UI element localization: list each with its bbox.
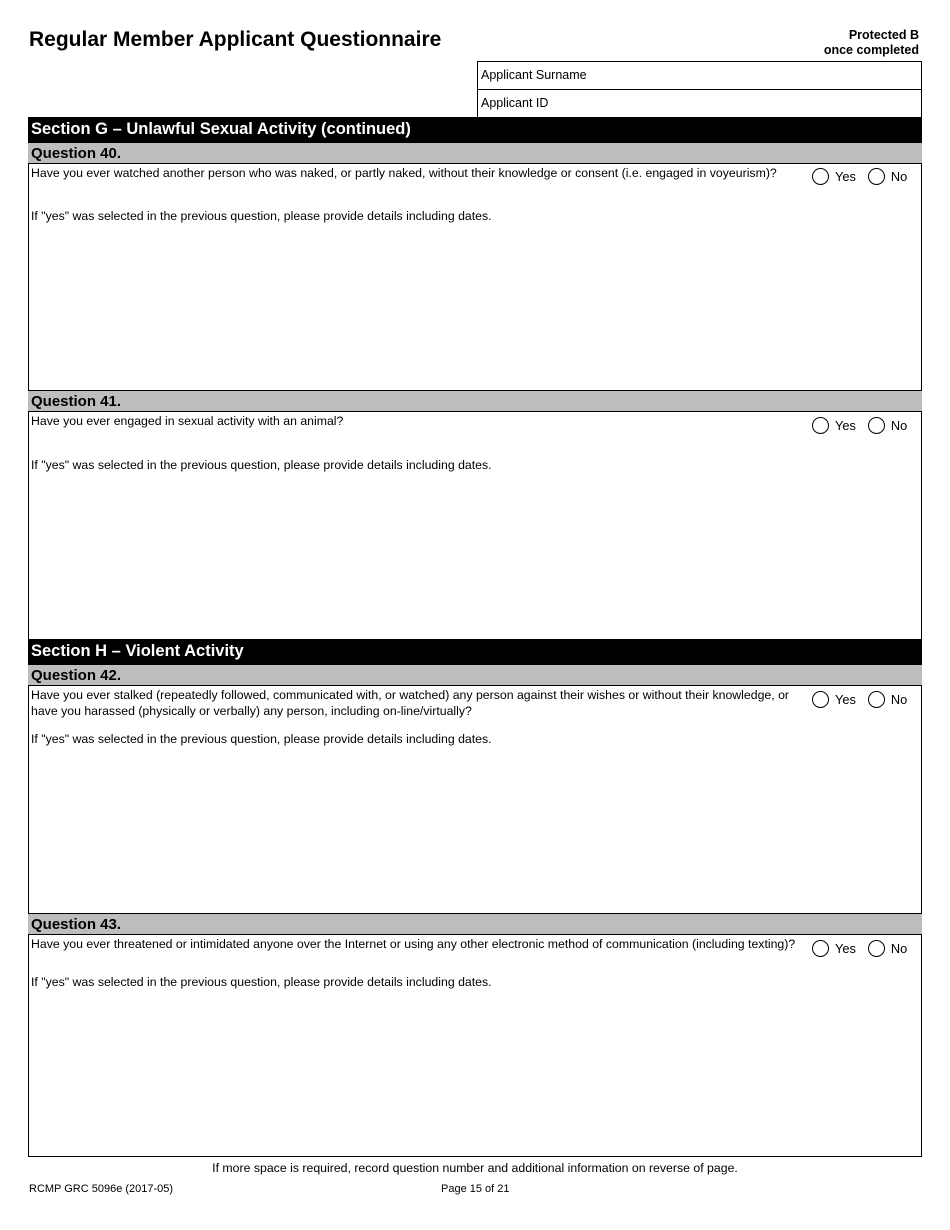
question-43-options (812, 940, 907, 957)
question-42-text: Have you ever stalked (repeatedly followed, communicated with, or watched) any person against their wishes or without their knowledge, or have you harassed (physically or verbally) any person, including on-line/virtually? (31, 688, 790, 718)
question-40-details-input[interactable] (29, 226, 921, 389)
form-code: RCMP GRC 5096e (2017-05) (29, 1183, 174, 1195)
question-42-details-input[interactable] (29, 749, 921, 912)
section-g-header: Section G – Unlawful Sexual Activity (continued) (28, 117, 922, 142)
applicant-surname-field[interactable] (477, 61, 922, 90)
question-40-header: Question 40. (28, 142, 922, 164)
question-41-yes-label: Yes (835, 418, 856, 433)
protected-line-1: Protected B (848, 28, 919, 42)
question-41-text: Have you ever engaged in sexual activity with an animal? (31, 414, 344, 428)
question-43-header: Question 43. (28, 913, 922, 935)
question-42-no-radio[interactable] (868, 691, 885, 708)
question-41-details-prompt: If "yes" was selected in the previous question, please provide details including dates. (31, 458, 492, 472)
question-41-yes-radio[interactable] (812, 417, 829, 434)
question-42-yes-radio[interactable] (812, 691, 829, 708)
protected-line-2: once completed (823, 43, 919, 57)
question-41-no-radio[interactable] (868, 417, 885, 434)
form-title: Regular Member Applicant Questionnaire (29, 28, 442, 51)
question-43-details-input[interactable] (29, 992, 921, 1156)
applicant-surname-label: Applicant Surname (481, 68, 587, 82)
question-40-options (812, 168, 907, 185)
question-43-no-label: No (890, 941, 908, 956)
question-40-yes-radio[interactable] (812, 168, 829, 185)
question-42-yes-label: Yes (835, 692, 856, 707)
question-42-options (812, 691, 907, 708)
page-number: Page 15 of 21 (441, 1183, 510, 1195)
section-h-header: Section H – Violent Activity (28, 639, 922, 664)
question-40-yes-label: Yes (835, 169, 856, 184)
question-41-no-label: No (890, 418, 908, 433)
question-41-header: Question 41. (28, 390, 922, 412)
applicant-id-label: Applicant ID (481, 96, 549, 110)
applicant-id-field[interactable] (477, 89, 922, 118)
question-40-text: Have you ever watched another person who was naked, or partly naked, without their knowledge or consent (i.e. engaged in voyeurism)? (31, 166, 777, 180)
question-42-header: Question 42. (28, 664, 922, 686)
question-42-no-label: No (890, 692, 908, 707)
question-40-details-prompt: If "yes" was selected in the previous question, please provide details including dates. (31, 209, 492, 223)
question-42-details-prompt: If "yes" was selected in the previous question, please provide details including dates. (31, 732, 492, 746)
question-40-no-radio[interactable] (868, 168, 885, 185)
question-41-details-input[interactable] (29, 475, 921, 638)
question-43-yes-radio[interactable] (812, 940, 829, 957)
question-43-no-radio[interactable] (868, 940, 885, 957)
question-40-no-label: No (890, 169, 908, 184)
protected-b-notice (824, 28, 919, 58)
question-41-options (812, 417, 907, 434)
question-43-yes-label: Yes (835, 941, 856, 956)
question-43-details-prompt: If "yes" was selected in the previous question, please provide details including dates. (31, 975, 492, 989)
footer-note: If more space is required, record question number and additional information on reverse of page. (212, 1161, 738, 1175)
question-43-text: Have you ever threatened or intimidated anyone over the Internet or using any other electronic method of communication (including texting)? (31, 937, 796, 951)
